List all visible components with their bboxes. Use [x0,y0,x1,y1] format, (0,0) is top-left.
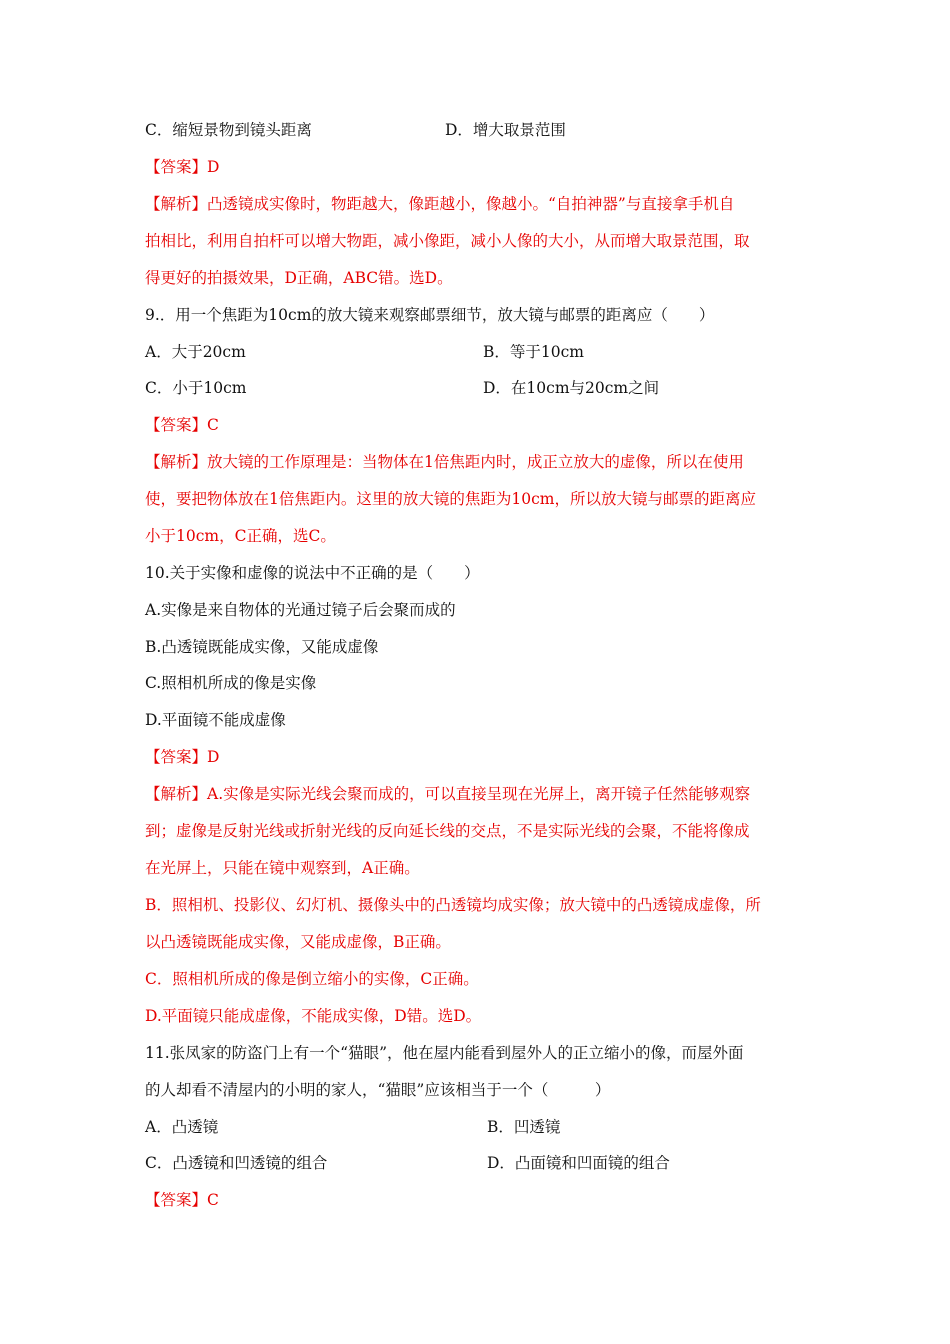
q10-option-c: C.照相机所成的像是实像 [145,674,317,692]
q11-option-a: A．凸透镜 [145,1118,219,1136]
q11-question-line: 11.张凤家的防盗门上有一个“猫眼”，他在屋内能看到屋外人的正立缩小的像，而屋外面 [145,1044,744,1062]
q8-option-c: C．缩短景物到镜头距离 [145,121,312,139]
q10-analysis-line: C．照相机所成的像是倒立缩小的实像，C正确。 [145,970,479,988]
q9-option-a: A．大于20cm [145,343,246,361]
q10-question: 10.关于实像和虚像的说法中不正确的是（ ） [145,564,480,582]
q9-option-b: B．等于10cm [483,343,584,361]
q10-option-d: D.平面镜不能成虚像 [145,711,286,729]
q10-analysis-line: 以凸透镜既能成实像，又能成虚像，B正确。 [145,933,451,951]
q11-option-c: C．凸透镜和凹透镜的组合 [145,1154,328,1172]
q9-analysis-line: 【解析】放大镜的工作原理是：当物体在1倍焦距内时，成正立放大的虚像，所以在使用 [145,453,744,471]
q10-analysis-line: 【解析】A.实像是实际光线会聚而成的，可以直接呈现在光屏上，离开镜子任然能够观察 [145,785,751,803]
q10-option-b: B.凸透镜既能成实像，又能成虚像 [145,638,379,656]
q8-analysis-line: 【解析】凸透镜成实像时，物距越大，像距越小，像越小。“自拍神器”与直接拿手机自 [145,195,735,213]
q8-option-d: D．增大取景范围 [445,121,566,139]
q10-option-a: A.实像是来自物体的光通过镜子后会聚而成的 [145,601,456,619]
q8-analysis-line: 拍相比，利用自拍杆可以增大物距，减小像距，减小人像的大小，从而增大取景范围，取 [145,232,750,250]
q10-analysis-line: D.平面镜只能成虚像，不能成实像，D错。选D。 [145,1007,482,1025]
q9-analysis-line: 使，要把物体放在1倍焦距内。这里的放大镜的焦距为10cm，所以放大镜与邮票的距离应 [145,490,756,508]
q8-analysis-line: 得更好的拍摄效果，D正确，ABC错。选D。 [145,269,453,287]
q11-option-b: B．凹透镜 [487,1118,561,1136]
q10-analysis-line: 到；虚像是反射光线或折射光线的反向延长线的交点，不是实际光线的会聚，不能将像成 [145,822,750,840]
q9-option-d: D．在10cm与20cm之间 [483,379,660,397]
q10-answer: 【答案】D [145,748,220,766]
q11-question-line: 的人却看不清屋内的小明的家人，“猫眼”应该相当于一个（ ） [145,1081,611,1099]
q10-analysis-line: 在光屏上，只能在镜中观察到，A正确。 [145,859,420,877]
q9-answer: 【答案】C [145,416,219,434]
q11-option-d: D．凸面镜和凹面镜的组合 [487,1154,670,1172]
q10-analysis-line: B．照相机、投影仪、幻灯机、摄像头中的凸透镜均成实像；放大镜中的凸透镜成虚像，所 [145,896,761,914]
q8-answer: 【答案】D [145,158,220,176]
q9-option-c: C．小于10cm [145,379,247,397]
q9-question: 9.．用一个焦距为10cm的放大镜来观察邮票细节，放大镜与邮票的距离应（ ） [145,306,715,324]
q11-answer: 【答案】C [145,1191,219,1209]
q9-analysis-line: 小于10cm，C正确，选C。 [145,527,336,545]
